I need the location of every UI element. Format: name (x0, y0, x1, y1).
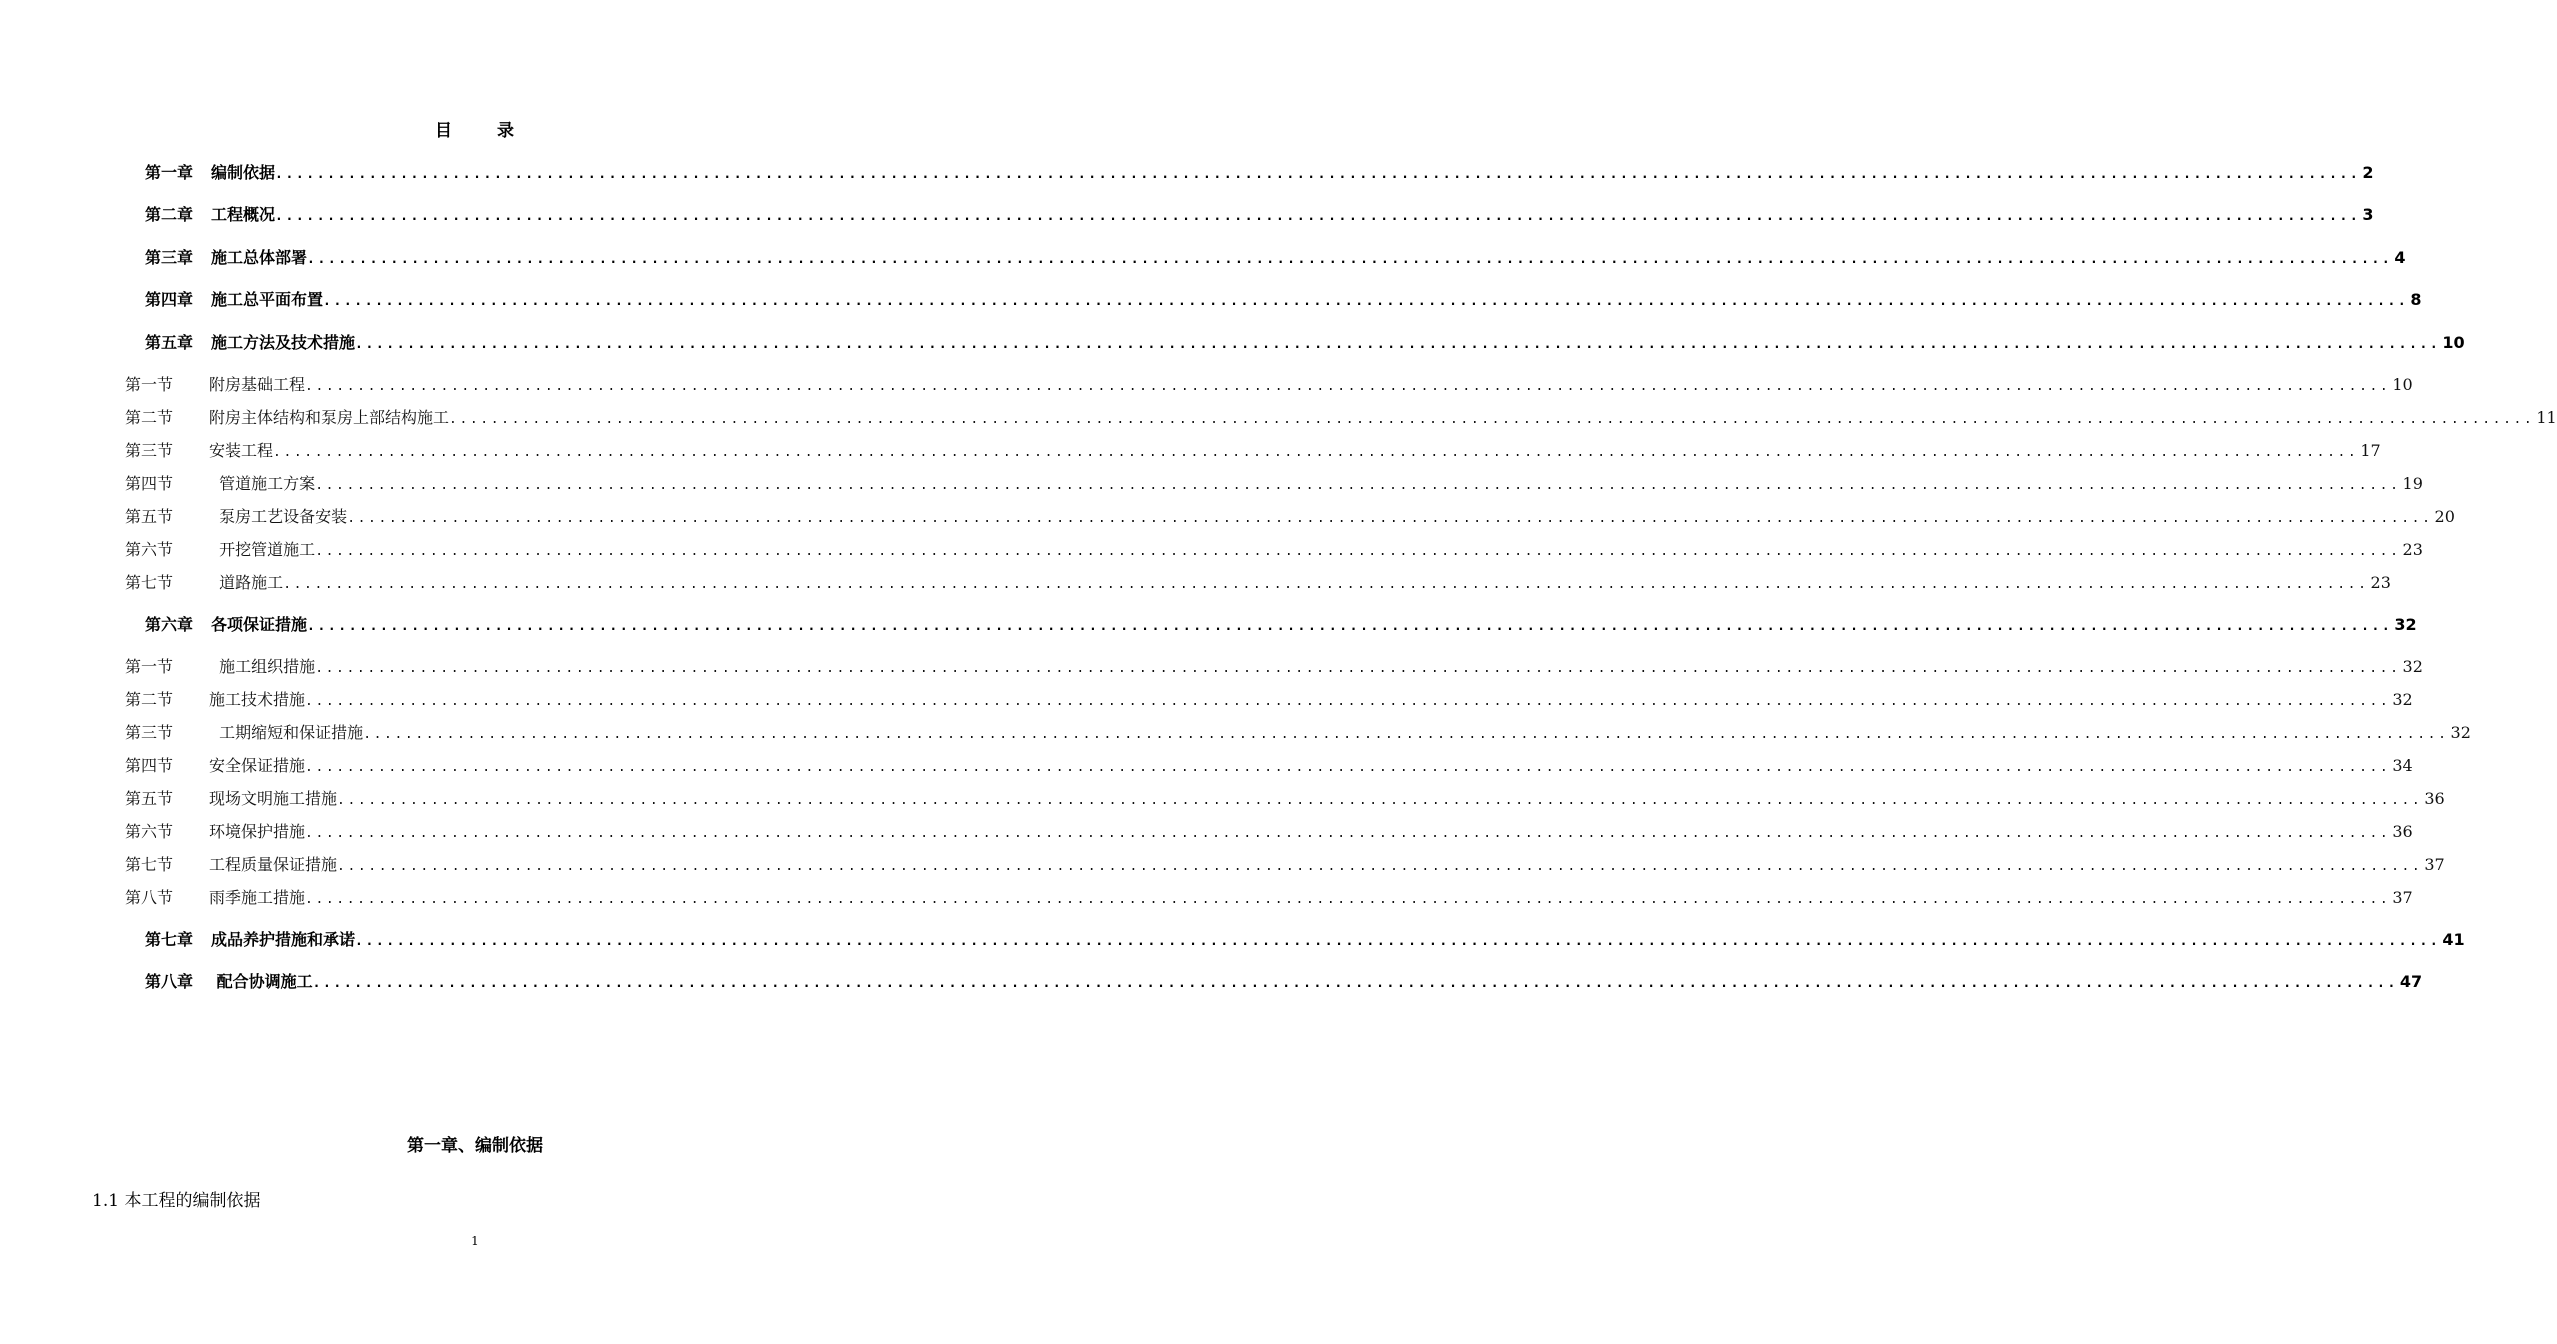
toc-entry-text: 施工总体部署 (211, 248, 308, 267)
chapter-heading: 第一章、编制依据 (407, 1136, 543, 1156)
toc-section-entry[interactable] (125, 852, 2445, 875)
toc-dot-leader: ........................................................................................................................................................................................................ (305, 760, 2391, 775)
page-number: 1 (471, 1234, 479, 1248)
toc-entry-page: 11 (2536, 408, 2557, 427)
toc-title-part1: 目 (435, 121, 453, 141)
toc-entry-label: 第六节 (125, 822, 174, 841)
toc-entry-page: 41 (2442, 930, 2465, 949)
toc-section-entry[interactable] (125, 504, 2455, 527)
toc-section-entry[interactable] (125, 819, 2413, 842)
toc-entry-text: 成品养护措施和承诺 (211, 930, 356, 949)
toc-entry-label: 第八章 (145, 972, 194, 991)
toc-entry-text: 工程质量保证措施 (209, 855, 338, 874)
toc-entry-label: 第五节 (125, 789, 174, 808)
toc-entry-text: 附房主体结构和泵房上部结构施工 (209, 408, 450, 427)
toc-entry-text: 施工组织措施 (209, 657, 316, 676)
toc-dot-leader: ........................................................................................................................................................................................................ (305, 379, 2391, 394)
toc-entry-label: 第八节 (125, 888, 174, 907)
toc-entry-page: 36 (2392, 822, 2413, 841)
toc-entry-label: 第三节 (125, 723, 174, 742)
toc-entry-page: 10 (2392, 375, 2413, 394)
toc-section-entry[interactable] (125, 405, 2557, 428)
toc-section-entry[interactable] (125, 537, 2423, 560)
toc-section-entry[interactable] (125, 570, 2391, 593)
toc-entry-page: 32 (2392, 690, 2413, 709)
toc-entry-page: 34 (2392, 756, 2413, 775)
toc-dot-leader: ........................................................................................................................................................................................................ (315, 478, 2401, 493)
toc-dot-leader: ........................................................................................................................................................................................................ (273, 445, 2359, 460)
toc-entry-text: 工程概况 (211, 205, 276, 224)
toc-entry-page: 2 (2362, 163, 2374, 182)
toc-entry-label: 第六节 (125, 540, 174, 559)
toc-section-entry[interactable] (125, 687, 2413, 710)
toc-dot-leader: ........................................................................................................................................................................................................ (307, 252, 2393, 267)
toc-title (0, 116, 950, 141)
toc-dot-leader: ........................................................................................................................................................................................................ (323, 294, 2409, 309)
toc-entry-label: 第四章 (145, 290, 194, 309)
toc-entry-text: 配合协调施工 (211, 972, 313, 991)
toc-entry-label: 第四节 (125, 756, 174, 775)
toc-entry-page: 19 (2402, 474, 2423, 493)
toc-entry-text: 施工方法及技术措施 (211, 333, 356, 352)
toc-entry-label: 第三章 (145, 248, 194, 267)
toc-entry-text: 施工技术措施 (209, 690, 306, 709)
toc-entry-text: 道路施工 (209, 573, 284, 592)
toc-entry-label: 第二章 (145, 205, 194, 224)
toc-entry-label: 第六章 (145, 615, 194, 634)
toc-entry-page: 37 (2392, 888, 2413, 907)
toc-dot-leader: ........................................................................................................................................................................................................ (305, 826, 2391, 841)
toc-entry-label: 第五节 (125, 507, 174, 526)
toc-entry-page: 17 (2360, 441, 2381, 460)
toc-entry-label: 第一章 (145, 163, 194, 182)
toc-chapter-entry[interactable] (145, 969, 2423, 992)
toc-entry-text: 各项保证措施 (211, 615, 308, 634)
toc-dot-leader: ........................................................................................................................................................................................................ (355, 934, 2441, 949)
toc-chapter-entry[interactable] (145, 927, 2465, 950)
toc-dot-leader: ........................................................................................................................................................................................................ (337, 793, 2423, 808)
toc-entry-label: 第二节 (125, 690, 174, 709)
toc-entry-label: 第五章 (145, 333, 194, 352)
toc-entry-label: 第七节 (125, 855, 174, 874)
toc-chapter-entry[interactable] (145, 160, 2374, 183)
toc-chapter-entry[interactable] (145, 287, 2422, 310)
toc-entry-label: 第七章 (145, 930, 194, 949)
toc-entry-label: 第二节 (125, 408, 174, 427)
toc-dot-leader: ........................................................................................................................................................................................................ (315, 544, 2401, 559)
toc-entry-page: 36 (2424, 789, 2445, 808)
toc-entry-text: 安全保证措施 (209, 756, 306, 775)
toc-dot-leader: ........................................................................................................................................................................................................ (363, 727, 2449, 742)
toc-entry-text: 安装工程 (209, 441, 274, 460)
toc-entry-text: 附房基础工程 (209, 375, 306, 394)
toc-entry-page: 23 (2370, 573, 2391, 592)
toc-entry-page: 23 (2402, 540, 2423, 559)
toc-entry-page: 3 (2362, 205, 2374, 224)
toc-entry-label: 第四节 (125, 474, 174, 493)
toc-entry-text: 现场文明施工措施 (209, 789, 338, 808)
toc-dot-leader: ........................................................................................................................................................................................................ (305, 694, 2391, 709)
toc-dot-leader: ........................................................................................................................................................................................................ (315, 661, 2401, 676)
toc-entry-text: 施工总平面布置 (211, 290, 324, 309)
toc-dot-leader: ........................................................................................................................................................................................................ (347, 511, 2433, 526)
toc-chapter-entry[interactable] (145, 245, 2406, 268)
toc-entry-label: 第一节 (125, 657, 174, 676)
toc-section-entry[interactable] (125, 885, 2413, 908)
toc-section-entry[interactable] (125, 786, 2445, 809)
toc-entry-page: 8 (2410, 290, 2422, 309)
toc-entry-text: 工期缩短和保证措施 (209, 723, 364, 742)
toc-title-part2: 录 (497, 121, 515, 141)
toc-entry-page: 20 (2434, 507, 2455, 526)
toc-entry-label: 第七节 (125, 573, 174, 592)
toc-entry-text: 管道施工方案 (209, 474, 316, 493)
toc-entry-page: 47 (2399, 972, 2423, 991)
toc-dot-leader: ........................................................................................................................................................................................................ (337, 859, 2423, 874)
toc-dot-leader: ........................................................................................................................................................................................................ (283, 577, 2369, 592)
toc-dot-leader: ........................................................................................................................................................................................................ (312, 976, 2398, 991)
toc-section-entry[interactable] (125, 654, 2423, 677)
toc-chapter-entry[interactable] (145, 612, 2417, 635)
toc-dot-leader: ........................................................................................................................................................................................................ (449, 412, 2535, 427)
toc-entry-text: 开挖管道施工 (209, 540, 316, 559)
toc-section-entry[interactable] (125, 720, 2471, 743)
toc-entry-text: 泵房工艺设备安装 (209, 507, 348, 526)
toc-section-entry[interactable] (125, 471, 2423, 494)
toc-entry-page: 37 (2424, 855, 2445, 874)
toc-entry-page: 32 (2394, 615, 2417, 634)
toc-entry-page: 10 (2442, 333, 2465, 352)
toc-entry-text: 编制依据 (211, 163, 276, 182)
toc-section-entry[interactable] (125, 753, 2413, 776)
toc-dot-leader: ........................................................................................................................................................................................................ (275, 167, 2361, 182)
toc-chapter-entry[interactable] (145, 202, 2374, 225)
toc-dot-leader: ........................................................................................................................................................................................................ (305, 892, 2391, 907)
toc-chapter-entry[interactable] (145, 330, 2465, 353)
toc-entry-page: 32 (2402, 657, 2423, 676)
toc-entry-text: 环境保护措施 (209, 822, 306, 841)
toc-dot-leader: ........................................................................................................................................................................................................ (355, 337, 2441, 352)
toc-dot-leader: ........................................................................................................................................................................................................ (275, 209, 2361, 224)
toc-entry-page: 32 (2450, 723, 2471, 742)
toc-entry-label: 第一节 (125, 375, 174, 394)
toc-entry-label: 第三节 (125, 441, 174, 460)
toc-entry-page: 4 (2394, 248, 2406, 267)
toc-section-entry[interactable] (125, 372, 2413, 395)
toc-entry-text: 雨季施工措施 (209, 888, 306, 907)
section-heading: 1.1 本工程的编制依据 (92, 1191, 261, 1211)
toc-dot-leader: ........................................................................................................................................................................................................ (307, 619, 2393, 634)
toc-section-entry[interactable] (125, 438, 2381, 461)
